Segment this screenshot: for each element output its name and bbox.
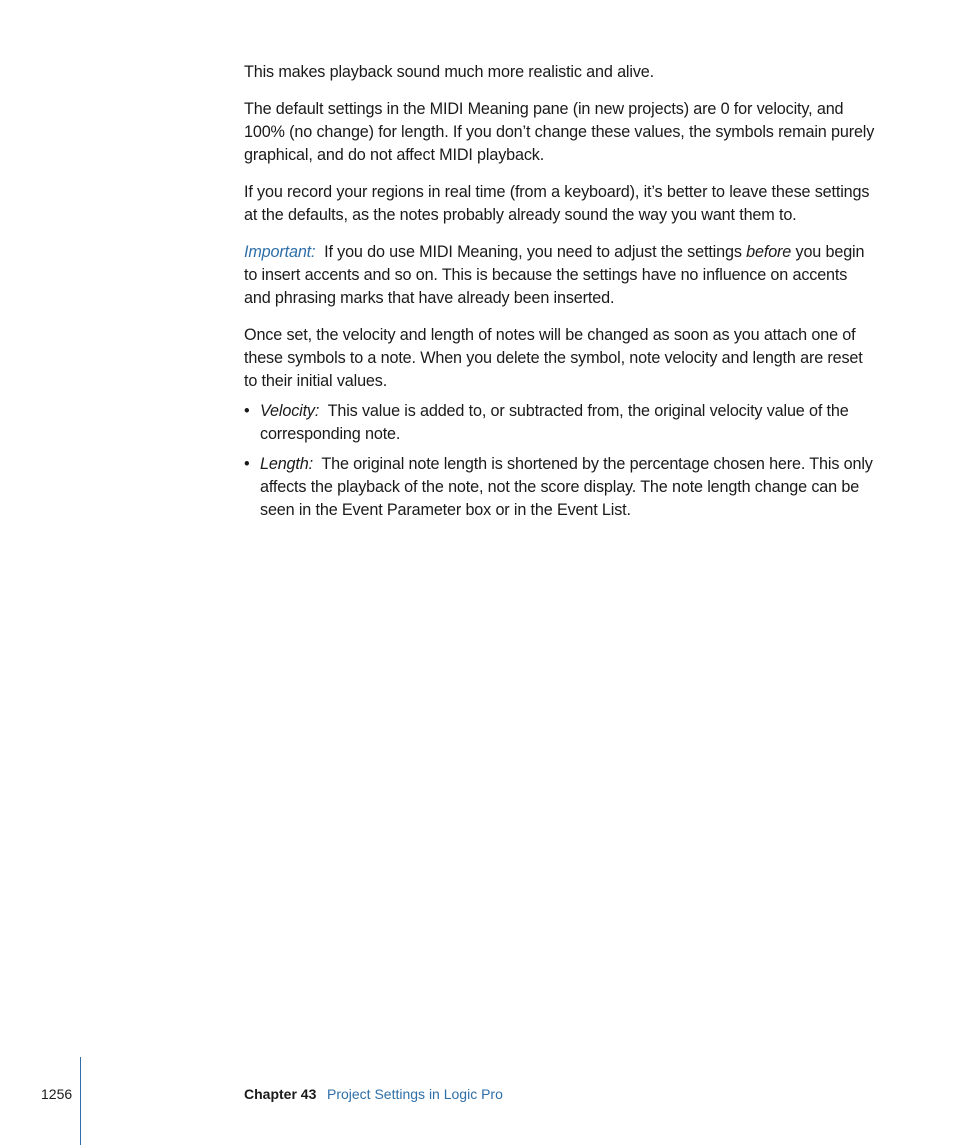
important-emphasis: before — [746, 243, 792, 261]
footer-chapter-label: Chapter 43 — [244, 1086, 317, 1102]
paragraph-record-realtime: If you record your regions in real time (from a keyboard), it’s better to leave these settings at the defaults, as the notes probably already sound the way you want them to. — [244, 183, 870, 224]
page-number: 1256 — [41, 1086, 73, 1102]
paragraph-default-settings: The default settings in the MIDI Meaning pane (in new projects) are 0 for velocity, and 100% (no change) for length. If you don’t change these values, the symbols remain purely graphical, and do not affect MIDI playback. — [244, 100, 875, 164]
paragraph-once-set: Once set, the velocity and length of notes will be changed as soon as you attach one of these symbols to a note. When you delete the symbol, note velocity and length are reset to their initial values. — [244, 326, 863, 390]
footer-divider — [80, 1057, 81, 1145]
bullet-text-length: The original note length is shortened by the percentage chosen here. This only affects the playback of the note, not the score display. The note length change can be seen in the Event Parameter box or in the Event List. — [260, 455, 873, 519]
important-text-b: you begin to insert accents and so on. This is because the settings have no influence on accents and phrasing marks that have already been inserted. — [244, 243, 865, 307]
bullet-term-length: Length: — [260, 455, 313, 473]
important-text-a: If you do use MIDI Meaning, you need to adjust the settings — [324, 243, 742, 261]
bullet-text-velocity: This value is added to, or subtracted from, the original velocity value of the corresponding note. — [260, 402, 849, 443]
important-label: Important: — [244, 243, 316, 261]
paragraph-playback: This makes playback sound much more realistic and alive. — [244, 63, 654, 81]
bullet-glyph: • — [244, 455, 250, 473]
paragraph-important — [244, 241, 876, 310]
list-item-length — [244, 453, 876, 522]
list-item-velocity — [244, 400, 876, 446]
footer-chapter-title: Project Settings in Logic Pro — [327, 1086, 503, 1102]
bullet-glyph: • — [244, 402, 250, 420]
page-body — [244, 61, 876, 529]
bullet-term-velocity: Velocity: — [260, 402, 320, 420]
settings-bullet-list — [244, 400, 876, 522]
